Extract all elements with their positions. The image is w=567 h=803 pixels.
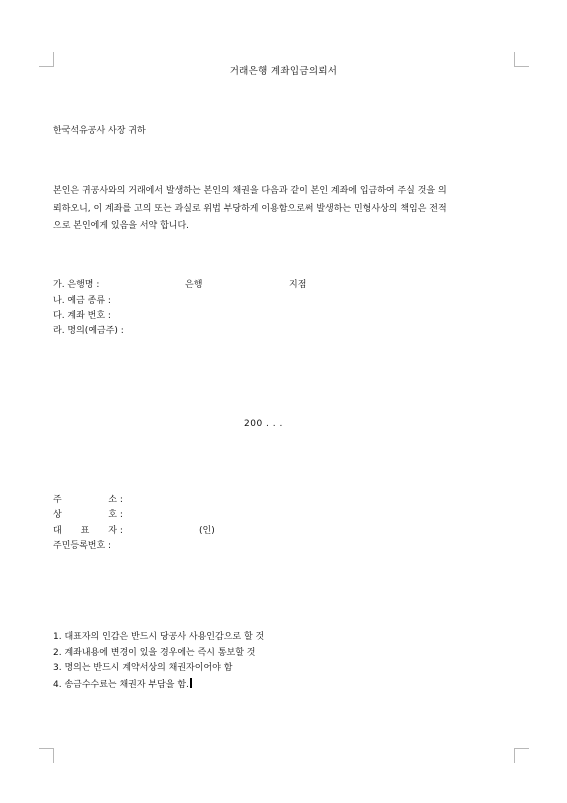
account-holder-row — [53, 325, 124, 337]
note-text: 4. 송금수수료는 채권자 부담을 함. — [53, 680, 189, 690]
account-holder-label: 라. 명의(예금주) : — [53, 326, 124, 336]
document-title: 거래은행 계좌입금의뢰서 — [229, 66, 338, 77]
account-number-label: 다. 계좌 번호 : — [53, 311, 111, 321]
branch-suffix: 지점 — [289, 280, 307, 290]
representative-row — [53, 525, 215, 537]
note-item-last — [53, 678, 192, 691]
pledge-line: 뢰하오니, 이 계좌를 고의 또는 과실로 위법 부당하게 이용함으로써 발생하는 민형사상의 책임은 전적 — [53, 203, 447, 214]
deposit-type-label: 나. 예금 종류 : — [53, 296, 111, 306]
crop-mark-bottom-left — [39, 748, 54, 763]
deposit-type-row — [53, 295, 111, 307]
registration-row — [53, 540, 111, 552]
date-line: 200 . . . — [244, 419, 283, 429]
note-item: 1. 대표자의 인감은 반드시 당공사 사용인감으로 할 것 — [53, 632, 265, 642]
address-colon: : — [119, 495, 123, 505]
registration-label: 주민등록번호 : — [53, 541, 112, 551]
address-row — [53, 494, 123, 506]
addressee: 한국석유공사 사장 귀하 — [53, 126, 146, 136]
address-label: 주 소 — [53, 495, 117, 505]
crop-mark-bottom-right — [514, 748, 529, 763]
crop-mark-top-right — [514, 52, 529, 67]
account-number-row — [53, 310, 111, 322]
pledge-paragraph — [53, 183, 513, 236]
note-item: 2. 계좌내용에 변경이 있을 경우에는 즉시 통보할 것 — [53, 648, 256, 658]
bank-suffix: 은행 — [185, 280, 203, 290]
company-colon: : — [119, 510, 123, 520]
bank-name-label: 가. 은행명 : — [53, 280, 100, 290]
text-cursor — [190, 678, 192, 688]
pledge-line: 으로 본인에게 있음을 서약 합니다. — [53, 221, 190, 231]
company-row — [53, 509, 123, 521]
note-item: 3. 명의는 반드시 계약서상의 채권자이어야 함 — [53, 663, 233, 673]
representative-label: 대 표 자 — [53, 526, 117, 536]
pledge-line: 본인은 귀공사와의 거래에서 발생하는 본인의 채권을 다음과 같이 본인 계좌에 입금하여 주실 것을 의 — [53, 186, 447, 196]
seal-mark: (인) — [199, 526, 215, 536]
company-label: 상 호 — [53, 510, 117, 520]
crop-mark-top-left — [39, 52, 54, 67]
representative-colon: : — [119, 526, 123, 536]
bank-name-row — [53, 279, 307, 291]
